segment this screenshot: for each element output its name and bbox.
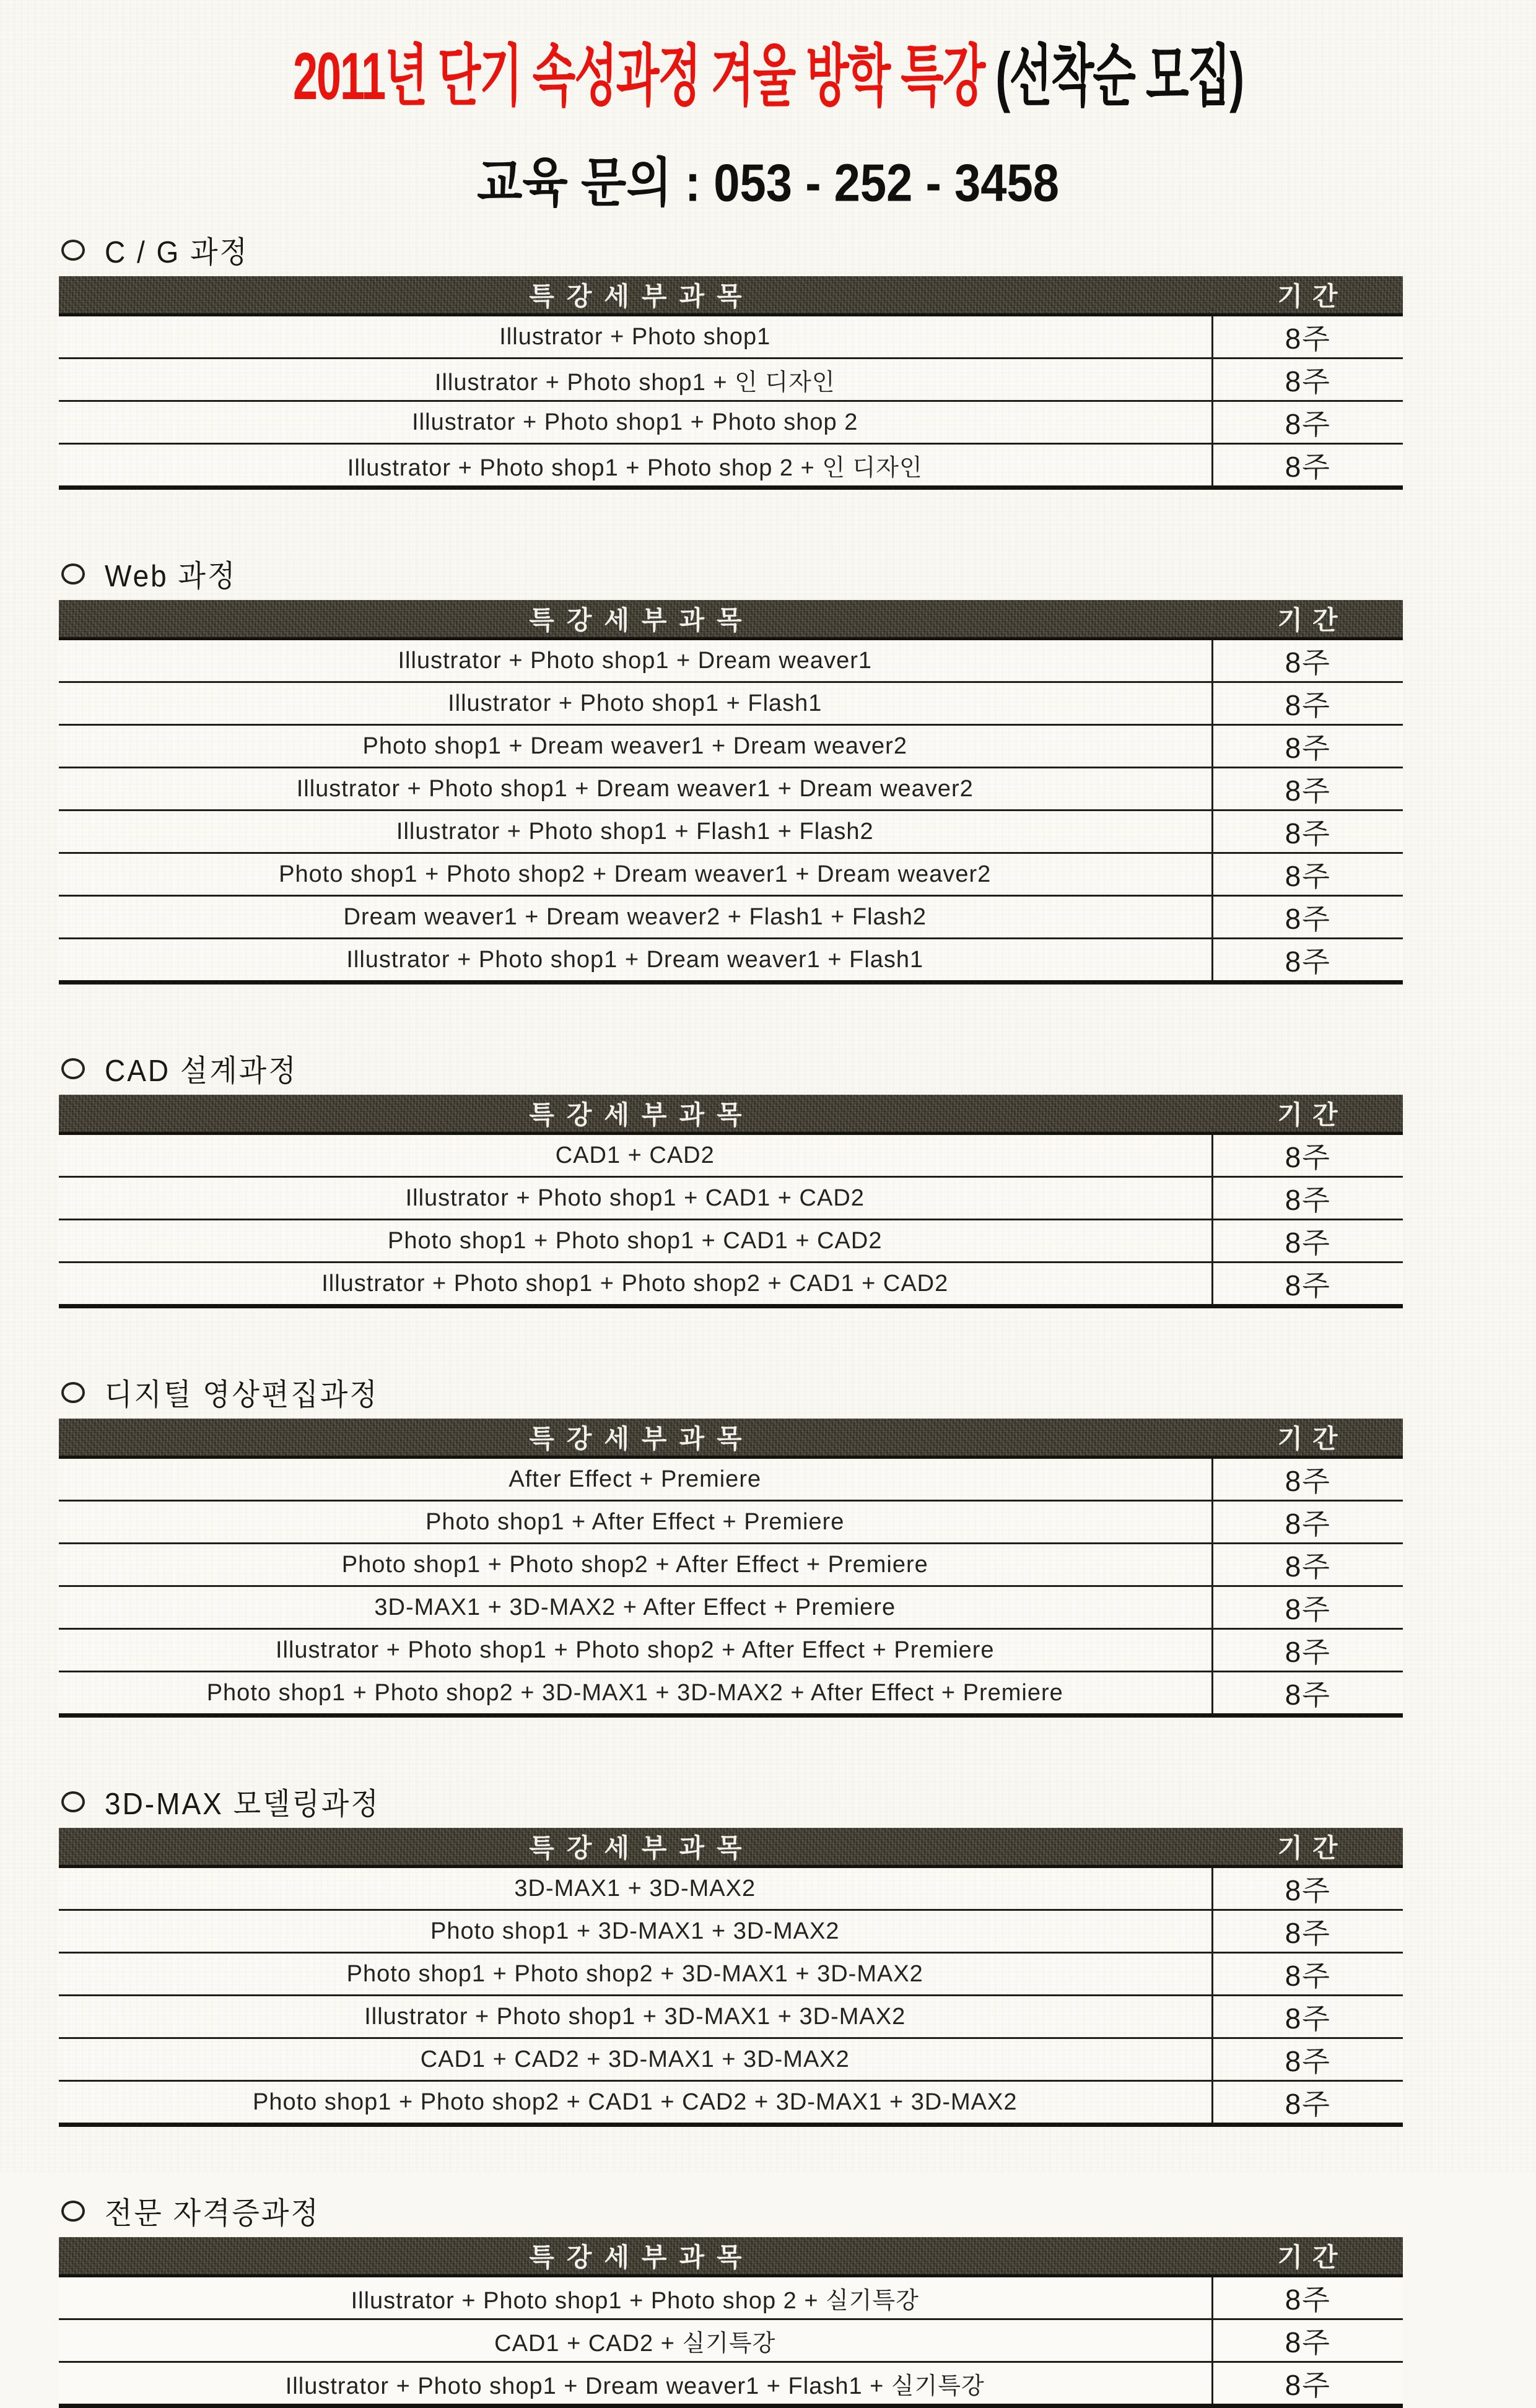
table-row	[59, 1672, 1403, 1716]
table-row	[59, 1629, 1403, 1672]
course-section	[59, 235, 1403, 490]
course-duration: 8주	[1212, 444, 1403, 488]
course-subject: Photo shop1 + Photo shop2 + Dream weaver1 + Dream weaver2	[59, 853, 1212, 896]
course-subject: Illustrator + Photo shop1 + Dream weaver1	[59, 639, 1212, 682]
course-subject: Illustrator + Photo shop1 + Photo shop 2	[59, 401, 1212, 444]
column-header-subject: 특강세부과목	[59, 276, 1212, 315]
course-subject: Illustrator + Photo shop1 + Dream weaver1 + Flash1	[59, 939, 1212, 983]
column-header-duration: 기간	[1212, 600, 1403, 639]
table-row	[59, 1263, 1403, 1306]
course-duration: 8주	[1212, 639, 1403, 682]
course-duration: 8주	[1212, 1134, 1403, 1177]
course-subject: Photo shop1 + After Effect + Premiere	[59, 1501, 1212, 1544]
course-table	[59, 600, 1403, 984]
course-subject: Illustrator + Photo shop1	[59, 315, 1212, 359]
course-duration: 8주	[1212, 1672, 1403, 1716]
table-row	[59, 1586, 1403, 1629]
course-section	[59, 1378, 1403, 1718]
course-duration: 8주	[1212, 853, 1403, 896]
course-duration: 8주	[1212, 2319, 1403, 2362]
course-subject: Photo shop1 + Photo shop2 + 3D-MAX1 + 3D-MAX2 + After Effect + Premiere	[59, 1672, 1212, 1716]
course-duration: 8주	[1212, 1996, 1403, 2038]
course-table	[59, 2237, 1403, 2408]
table-row	[59, 315, 1403, 359]
course-subject: Photo shop1 + Photo shop2 + CAD1 + CAD2 + 3D-MAX1 + 3D-MAX2	[59, 2081, 1212, 2125]
course-duration: 8주	[1212, 768, 1403, 811]
course-duration: 8주	[1212, 2276, 1403, 2319]
column-header-duration: 기간	[1212, 1419, 1403, 1458]
course-subject: CAD1 + CAD2	[59, 1134, 1212, 1177]
section-title	[61, 2196, 1403, 2230]
course-subject: Photo shop1 + 3D-MAX1 + 3D-MAX2	[59, 1910, 1212, 1953]
course-duration: 8주	[1212, 939, 1403, 983]
course-duration: 8주	[1212, 811, 1403, 853]
course-duration: 8주	[1212, 2081, 1403, 2125]
table-row	[59, 1220, 1403, 1263]
section-title	[61, 1786, 1403, 1821]
page-title-main: 2011년 단기 속성과정 겨울 방학 특강	[292, 40, 996, 114]
course-duration: 8주	[1212, 725, 1403, 768]
section-title-text: 3D-MAX 모델링과정	[105, 1786, 380, 1821]
course-section	[59, 559, 1403, 984]
table-header-row	[59, 1095, 1403, 1134]
course-subject: Illustrator + Photo shop1 + Dream weaver1 + Dream weaver2	[59, 768, 1212, 811]
course-section	[59, 1787, 1403, 2127]
table-row	[59, 2276, 1403, 2319]
circle-bullet-icon	[61, 240, 85, 261]
course-subject: Illustrator + Photo shop1 + 3D-MAX1 + 3D-MAX2	[59, 1996, 1212, 2038]
table-row	[59, 725, 1403, 768]
section-title-text: CAD 설계과정	[105, 1053, 298, 1088]
circle-bullet-icon	[61, 1791, 85, 1812]
course-table	[59, 1828, 1403, 2127]
course-duration: 8주	[1212, 1629, 1403, 1672]
course-subject: After Effect + Premiere	[59, 1458, 1212, 1501]
table-header-row	[59, 1828, 1403, 1867]
course-duration: 8주	[1212, 1263, 1403, 1306]
course-duration: 8주	[1212, 2362, 1403, 2406]
course-section	[59, 1054, 1403, 1308]
course-duration: 8주	[1212, 1501, 1403, 1544]
course-duration: 8주	[1212, 896, 1403, 939]
section-title-text: C / G 과정	[105, 235, 249, 269]
table-row	[59, 853, 1403, 896]
course-subject: Illustrator + Photo shop1 + Flash1	[59, 682, 1212, 725]
course-duration: 8주	[1212, 315, 1403, 359]
page-title-note: (선착순 모집)	[995, 40, 1244, 114]
circle-bullet-icon	[61, 1382, 85, 1403]
course-table	[59, 1095, 1403, 1308]
course-duration: 8주	[1212, 1910, 1403, 1953]
table-row	[59, 768, 1403, 811]
table-row	[59, 1953, 1403, 1996]
course-subject: Photo shop1 + Photo shop2 + After Effect + Premiere	[59, 1544, 1212, 1586]
column-header-duration: 기간	[1212, 1095, 1403, 1134]
course-table	[59, 1419, 1403, 1718]
table-row	[59, 1501, 1403, 1544]
contact-line	[0, 154, 1536, 213]
course-subject: Illustrator + Photo shop1 + Photo shop2 + CAD1 + CAD2	[59, 1263, 1212, 1306]
table-row	[59, 1996, 1403, 2038]
document-header	[0, 0, 1536, 213]
column-header-subject: 특강세부과목	[59, 1419, 1212, 1458]
table-row	[59, 1458, 1403, 1501]
table-row	[59, 2362, 1403, 2406]
course-subject: 3D-MAX1 + 3D-MAX2 + After Effect + Premiere	[59, 1586, 1212, 1629]
table-row	[59, 1910, 1403, 1953]
course-duration: 8주	[1212, 2038, 1403, 2081]
table-header-row	[59, 600, 1403, 639]
table-row	[59, 1177, 1403, 1220]
course-subject: 3D-MAX1 + 3D-MAX2	[59, 1867, 1212, 1910]
page-title	[0, 40, 1536, 114]
table-row	[59, 444, 1403, 488]
course-subject: Illustrator + Photo shop1 + Flash1 + Flash2	[59, 811, 1212, 853]
course-duration: 8주	[1212, 1177, 1403, 1220]
table-row	[59, 811, 1403, 853]
table-row	[59, 359, 1403, 401]
course-duration: 8주	[1212, 401, 1403, 444]
table-row	[59, 1544, 1403, 1586]
section-title-text: 디지털 영상편집과정	[105, 1377, 379, 1412]
column-header-duration: 기간	[1212, 276, 1403, 315]
column-header-duration: 기간	[1212, 1828, 1403, 1867]
course-duration: 8주	[1212, 359, 1403, 401]
circle-bullet-icon	[61, 2201, 85, 2222]
table-row	[59, 2081, 1403, 2125]
course-subject: Illustrator + Photo shop1 + Photo shop 2 + 인 디자인	[59, 444, 1212, 488]
table-row	[59, 2038, 1403, 2081]
table-row	[59, 401, 1403, 444]
column-header-subject: 특강세부과목	[59, 1828, 1212, 1867]
course-subject: Illustrator + Photo shop1 + 인 디자인	[59, 359, 1212, 401]
table-header-row	[59, 2237, 1403, 2276]
section-title-text: 전문 자격증과정	[105, 2196, 320, 2230]
table-row	[59, 1867, 1403, 1910]
section-title-text: Web 과정	[105, 559, 237, 593]
course-subject: CAD1 + CAD2 + 실기특강	[59, 2319, 1212, 2362]
contact-phone: 교육 문의 : 053 - 252 - 3458	[476, 154, 1060, 213]
course-duration: 8주	[1212, 1586, 1403, 1629]
table-row	[59, 939, 1403, 983]
course-subject: Photo shop1 + Photo shop2 + 3D-MAX1 + 3D-MAX2	[59, 1953, 1212, 1996]
table-row	[59, 682, 1403, 725]
course-subject: Illustrator + Photo shop1 + CAD1 + CAD2	[59, 1177, 1212, 1220]
course-subject: Illustrator + Photo shop1 + Photo shop 2 + 실기특강	[59, 2276, 1212, 2319]
course-subject: Photo shop1 + Dream weaver1 + Dream weaver2	[59, 725, 1212, 768]
section-title	[61, 235, 1403, 269]
course-subject: Illustrator + Photo shop1 + Dream weaver1 + Flash1 + 실기특강	[59, 2362, 1212, 2406]
table-row	[59, 2319, 1403, 2362]
section-title	[61, 1053, 1403, 1088]
section-title	[61, 1377, 1403, 1412]
column-header-subject: 특강세부과목	[59, 600, 1212, 639]
column-header-duration: 기간	[1212, 2237, 1403, 2276]
column-header-subject: 특강세부과목	[59, 2237, 1212, 2276]
course-duration: 8주	[1212, 1544, 1403, 1586]
course-duration: 8주	[1212, 1458, 1403, 1501]
course-subject: Photo shop1 + Photo shop1 + CAD1 + CAD2	[59, 1220, 1212, 1263]
circle-bullet-icon	[61, 1058, 85, 1079]
table-row	[59, 896, 1403, 939]
course-duration: 8주	[1212, 1220, 1403, 1263]
table-row	[59, 639, 1403, 682]
course-section	[59, 2196, 1403, 2408]
course-subject: Illustrator + Photo shop1 + Photo shop2 + After Effect + Premiere	[59, 1629, 1212, 1672]
course-table	[59, 276, 1403, 490]
course-subject: CAD1 + CAD2 + 3D-MAX1 + 3D-MAX2	[59, 2038, 1212, 2081]
table-header-row	[59, 276, 1403, 315]
course-duration: 8주	[1212, 1867, 1403, 1910]
table-row	[59, 1134, 1403, 1177]
course-duration: 8주	[1212, 682, 1403, 725]
column-header-subject: 특강세부과목	[59, 1095, 1212, 1134]
course-duration: 8주	[1212, 1953, 1403, 1996]
table-header-row	[59, 1419, 1403, 1458]
course-subject: Dream weaver1 + Dream weaver2 + Flash1 + Flash2	[59, 896, 1212, 939]
circle-bullet-icon	[61, 563, 85, 585]
section-title	[61, 559, 1403, 593]
course-sections	[0, 235, 1536, 2408]
